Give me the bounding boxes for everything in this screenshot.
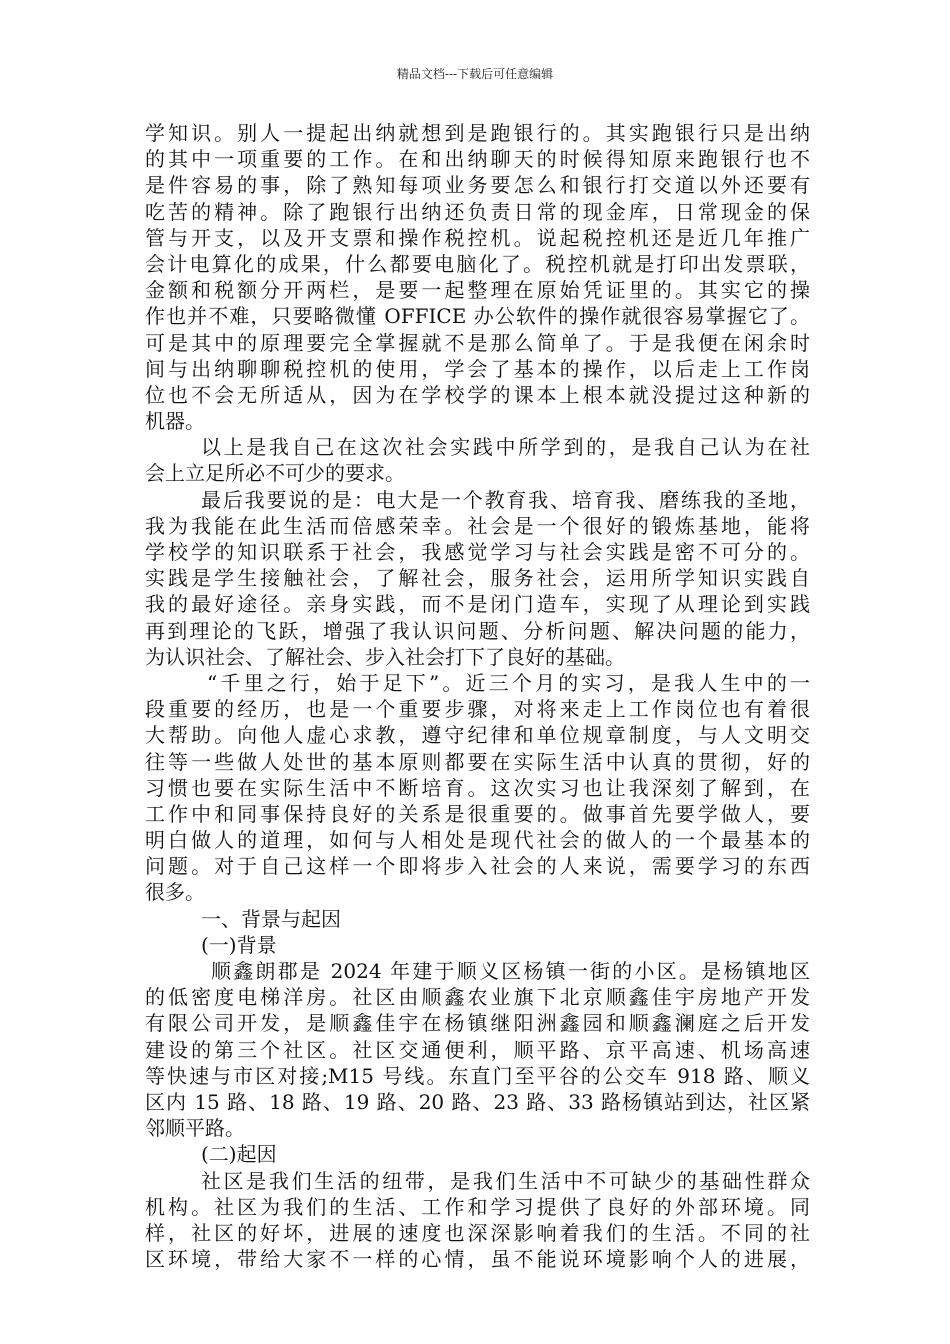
paragraph-first-line: 社区是我们生活的纽带，是我们生活中不可缺少的基础性群众 bbox=[201, 1168, 810, 1193]
subsection-heading: (二)起因 bbox=[201, 1142, 277, 1167]
body-line: 段重要的经历，也是一个重要步骤，对将来走上工作岗位也有着很 bbox=[145, 697, 810, 722]
paragraph-first-line: “千里之行，始于足下”。近三个月的实习，是我人生中的一 bbox=[207, 670, 810, 695]
body-line: 等快速与市区对接;M15 号线。东直门至平谷的公交车 918 路、顺义 bbox=[145, 1063, 810, 1088]
body-line: 再到理论的飞跃，增强了我认识问题、分析问题、解决问题的能力， bbox=[145, 618, 810, 643]
body-line: 区环境，带给大家不一样的心情，虽不能说环境影响个人的进展， bbox=[145, 1247, 810, 1272]
body-line: 会上立足所必不可少的要求。 bbox=[145, 461, 405, 486]
page-header: 精品文档---下载后可任意编辑 bbox=[396, 67, 554, 81]
body-line: 样，社区的好坏，进展的速度也深深影响着我们的生活。不同的社 bbox=[145, 1220, 810, 1245]
body-line: 机构。社区为我们的生活、工作和学习提供了良好的外部环境。同 bbox=[145, 1194, 810, 1219]
body-line: 邻顺平路。 bbox=[145, 1116, 245, 1141]
body-line: 学知识。别人一提起出纳就想到是跑银行的。其实跑银行只是出纳 bbox=[145, 121, 810, 145]
body-line: 机器。 bbox=[145, 409, 205, 434]
paragraph-first-line: 顺鑫朗郡是 2024 年建于顺义区杨镇一街的小区。是杨镇地区 bbox=[211, 959, 810, 983]
body-line: 金额和税额分开两栏，是要一起整理在原始凭证里的。其实它的操 bbox=[145, 278, 810, 303]
paragraph-first-line: 最后我要说的是：电大是一个教育我、培育我、磨练我的圣地， bbox=[201, 487, 810, 512]
body-line: 习惯也要在实际生活中不断培育。这次实习也让我深刻了解到，在 bbox=[145, 775, 810, 800]
body-line: 大帮助。向他人虚心求教，遵守纪律和单位规章制度，与人文明交 bbox=[145, 723, 810, 748]
body-line: 工作中和同事保持良好的关系是很重要的。做事首先要学做人，要 bbox=[145, 801, 810, 826]
body-line: 可是其中的原理要完全掌握就不是那么简单了。于是我便在闲余时 bbox=[145, 330, 810, 355]
body-line: 明白做人的道理，如何与人相处是现代社会的做人的一个最基本的 bbox=[145, 828, 810, 853]
body-line: 的低密度电梯洋房。社区由顺鑫农业旗下北京顺鑫佳宇房地产开发 bbox=[145, 985, 810, 1010]
body-line: 问题。对于自己这样一个即将步入社会的人来说，需要学习的东西 bbox=[145, 854, 810, 879]
section-heading: 一、背景与起因 bbox=[201, 906, 341, 931]
body-line: 有限公司开发，是顺鑫佳宇在杨镇继阳洲鑫园和顺鑫澜庭之后开发 bbox=[145, 1011, 810, 1036]
body-line: 管与开支，以及开支票和操作税控机。说起税控机还是近几年推广 bbox=[145, 225, 810, 250]
paragraph-first-line: 以上是我自己在这次社会实践中所学到的，是我自己认为在社 bbox=[201, 435, 810, 460]
body-line: 往等一些做人处世的基本原则都要在实际生活中认真的贯彻，好的 bbox=[145, 749, 810, 774]
body-line: 吃苦的精神。除了跑银行出纳还负责日常的现金库，日常现金的保 bbox=[145, 199, 810, 224]
body-line: 的其中一项重要的工作。在和出纳聊天的时候得知原来跑银行也不 bbox=[145, 147, 810, 172]
body-line: 实践是学生接触社会，了解社会，服务社会，运用所学知识实践自 bbox=[145, 566, 810, 591]
body-line: 很多。 bbox=[145, 880, 205, 905]
document-body bbox=[145, 120, 810, 1272]
body-line: 建设的第三个社区。社区交通便利，顺平路、京平高速、机场高速 bbox=[145, 1037, 810, 1062]
body-line: 间与出纳聊聊税控机的使用，学会了基本的操作，以后走上工作岗 bbox=[145, 356, 810, 381]
body-line: 我的最好途径。亲身实践，而不是闭门造车，实现了从理论到实践 bbox=[145, 592, 810, 617]
body-line: 作也并不难，只要略微懂 OFFICE 办公软件的操作就很容易掌握它了。 bbox=[145, 304, 810, 329]
body-line: 我为我能在此生活而倍感荣幸。社会是一个很好的锻炼基地，能将 bbox=[145, 513, 810, 538]
body-line: 学校学的知识联系于社会，我感觉学习与社会实践是密不可分的。 bbox=[145, 540, 810, 564]
body-line: 为认识社会、了解社会、步入社会打下了良好的基础。 bbox=[145, 644, 625, 669]
body-line: 区内 15 路、18 路、19 路、20 路、23 路、33 路杨镇站到达，社区紧 bbox=[145, 1089, 810, 1114]
body-line: 会计电算化的成果，什么都要电脑化了。税控机就是打印出发票联， bbox=[145, 251, 810, 276]
body-line: 是件容易的事，除了熟知每项业务要怎么和银行打交道以外还要有 bbox=[145, 173, 810, 198]
subsection-heading: (一)背景 bbox=[201, 932, 277, 957]
body-line: 位也不会无所适从，因为在学校学的课本上根本就没提过这种新的 bbox=[145, 382, 810, 407]
